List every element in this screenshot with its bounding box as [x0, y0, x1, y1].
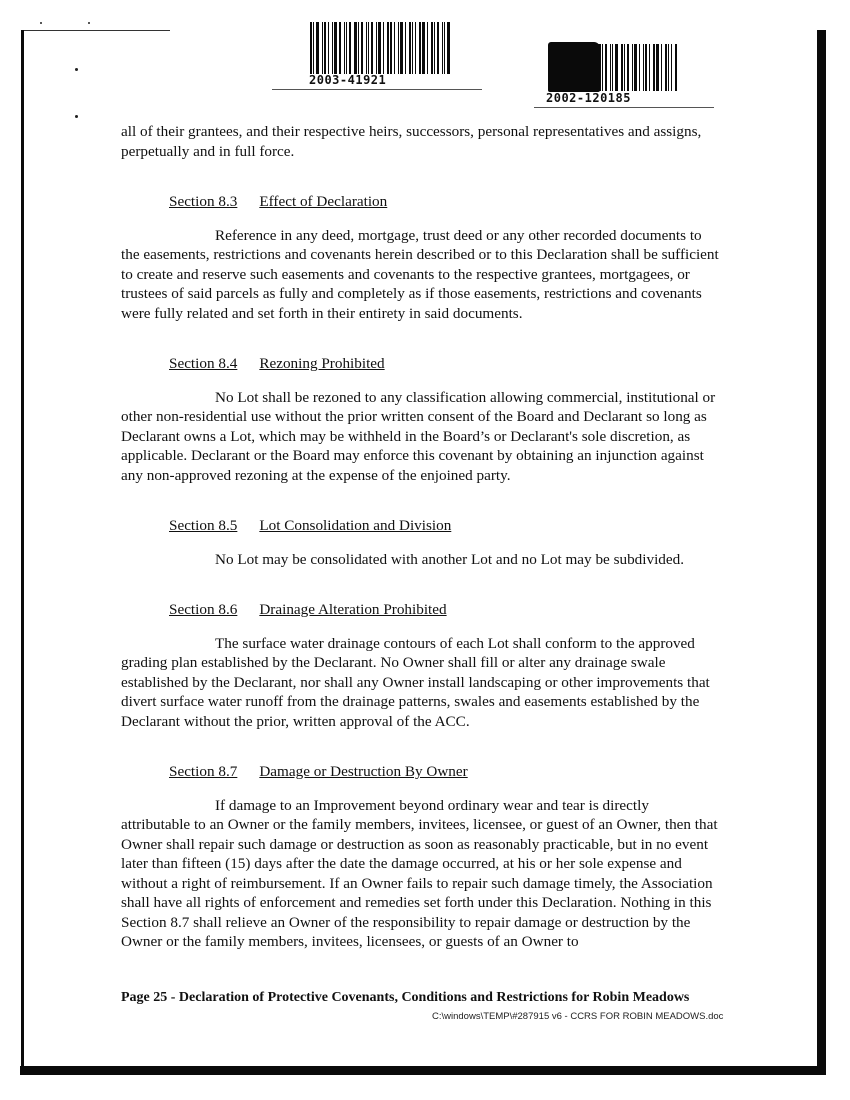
barcode-bar — [376, 22, 377, 74]
section-title: Drainage Alteration Prohibited — [259, 601, 447, 618]
document-body — [121, 122, 721, 952]
barcode-bar — [339, 22, 341, 74]
section-paragraph: No Lot shall be rezoned to any classification allowing commercial, institutional or other non-residential use without the prior written consent of the Board and Declarant so long as Declarant owns a Lot, which may be withheld in the Board’s or Declarant's sole discretion, as applicable. Declarant or the Board may enforce this covenant by obtaining an injunction against any non-approved rezoning at the expense of the enjoined party. — [121, 388, 716, 484]
barcode-bar — [328, 22, 329, 74]
barcode-bar — [405, 22, 406, 74]
barcode-bar — [621, 44, 623, 91]
barcode-bar — [649, 44, 650, 91]
barcode-bar — [322, 22, 323, 74]
barcode-bar — [415, 22, 416, 74]
page-footer-file-path: C:\windows\TEMP\#287915 v6 - CCRS FOR ROBIN MEADOWS.doc — [432, 1011, 724, 1022]
barcode-bar — [668, 44, 669, 91]
section-paragraph: Reference in any deed, mortgage, trust deed or any other recorded documents to the easements, restrictions and covenants herein described or to this Declaration shall be sufficient to create and reserve such easements and covenants to the respective grantees, mortgagees, or trustees of said parcels as fully and completely as if those easements, restrictions and covenants were fully related and set forth in their entirety in said documents. — [121, 226, 719, 322]
barcode-bar — [431, 22, 433, 74]
barcode-bar — [444, 22, 445, 74]
barcode-bar — [354, 22, 357, 74]
barcode-bar — [400, 22, 403, 74]
section-heading-8-5 — [121, 516, 721, 536]
barcode-underline — [534, 107, 714, 108]
section-heading-8-3 — [121, 192, 721, 212]
barcode-bar — [368, 22, 369, 74]
barcode-bar — [366, 22, 367, 74]
barcode-bar — [627, 44, 629, 91]
barcode-bar — [661, 44, 662, 91]
barcode-bar — [419, 22, 421, 74]
barcode-bar — [427, 22, 428, 74]
barcode-bar — [634, 44, 637, 91]
barcode-ink-blot — [548, 42, 600, 92]
scan-speck — [40, 22, 42, 24]
barcode-bar — [442, 22, 443, 74]
barcode-bar — [313, 22, 314, 74]
section-number: Section 8.7 — [169, 763, 238, 780]
section-heading-8-4 — [121, 354, 721, 374]
barcode-bar — [383, 22, 384, 74]
barcode-bar — [394, 22, 395, 74]
scan-border-bottom — [20, 1066, 826, 1075]
barcode-bar — [656, 44, 659, 91]
barcode-bar — [675, 44, 677, 91]
barcode-bar — [332, 22, 333, 74]
section-title: Rezoning Prohibited — [259, 355, 385, 372]
scan-speck — [75, 115, 78, 118]
section-paragraph: No Lot may be consolidated with another Lot and no Lot may be subdivided. — [215, 550, 685, 568]
barcode-bar — [643, 44, 644, 91]
section-paragraph: The surface water drainage contours of each Lot shall conform to the approved grading plan established by the Declarant. No Owner shall fill or alter any drainage swale established by the Declarant, nor shall any Owner install landscaping or other improvements that divert surface water runoff from the drainage patterns, swales and easements established by the Declarant without the prior, written approval of the ACC. — [121, 634, 710, 730]
barcode-bar — [409, 22, 411, 74]
barcode-bar — [610, 44, 611, 91]
barcode-bar — [605, 44, 607, 91]
barcode-bar — [371, 22, 373, 74]
section-number: Section 8.3 — [169, 193, 238, 210]
section-number: Section 8.5 — [169, 517, 238, 534]
recording-number-left: 2003-41921 — [309, 73, 387, 87]
section-number: Section 8.6 — [169, 601, 238, 618]
barcode-bar — [653, 44, 655, 91]
barcode-bar — [615, 44, 618, 91]
barcode-bar — [344, 22, 345, 74]
barcode-bar — [310, 22, 312, 74]
barcode-bar — [632, 44, 633, 91]
barcode-bar — [671, 44, 672, 91]
barcode-bar — [598, 44, 601, 91]
barcode-bar — [361, 22, 363, 74]
recording-barcode-left — [310, 22, 453, 74]
barcode-bar — [349, 22, 351, 74]
barcode-bar — [665, 44, 667, 91]
barcode-bar — [334, 22, 337, 74]
barcode-bar — [316, 22, 319, 74]
barcode-bar — [412, 22, 413, 74]
barcode-bar — [324, 22, 326, 74]
intro-paragraph: all of their grantees, and their respective heirs, successors, personal representatives and assigns, perpetually and in full force. — [121, 123, 702, 160]
barcode-bar — [447, 22, 450, 74]
section-paragraph: If damage to an Improvement beyond ordinary wear and tear is directly attributable to an Owner or the family members, invitees, licensee, or guest of an Owner, then that Owner shall repair such damage or destruction as soon as reasonably practicable, but in no event later than fifteen (15) days after the date the damage occurred, at his or her sole expense and without a right of reimbursement. If an Owner fails to repair such damage timely, the Association shall have all rights of enforcement and remedies set forth under this Declaration. Nothing in this Section 8.7 shall relieve an Owner of the responsibility to repair damage or destruction by the Owner or the family members, invitees, licensees, or guests of an Owner to — [121, 796, 718, 950]
section-title: Lot Consolidation and Division — [259, 517, 452, 534]
barcode-bar — [387, 22, 389, 74]
recording-number-right: 2002-120185 — [546, 91, 631, 105]
barcode-bar — [422, 22, 425, 74]
section-heading-8-7 — [121, 762, 721, 782]
section-title: Effect of Declaration — [259, 193, 388, 210]
section-title: Damage or Destruction By Owner — [259, 763, 468, 780]
barcode-bar — [624, 44, 625, 91]
scan-speck — [75, 68, 78, 71]
scan-border-left — [21, 30, 24, 1070]
barcode-bar — [390, 22, 392, 74]
barcode-bar — [437, 22, 439, 74]
barcode-bar — [612, 44, 613, 91]
barcode-bar — [346, 22, 347, 74]
scan-speck — [88, 22, 90, 24]
barcode-bar — [645, 44, 647, 91]
barcode-bar — [378, 22, 381, 74]
section-number: Section 8.4 — [169, 355, 238, 372]
section-heading-8-6 — [121, 600, 721, 620]
barcode-underline — [272, 89, 482, 90]
recording-barcode-right — [598, 44, 678, 91]
barcode-bar — [398, 22, 399, 74]
page-footer-title: Page 25 - Declaration of Protective Covenants, Conditions and Restrictions for Robin Meadows — [121, 990, 690, 1005]
barcode-bar — [358, 22, 359, 74]
barcode-bar — [602, 44, 603, 91]
barcode-bar — [434, 22, 435, 74]
barcode-bar — [639, 44, 640, 91]
scan-border-top — [24, 30, 170, 31]
scan-border-right — [817, 30, 826, 1075]
